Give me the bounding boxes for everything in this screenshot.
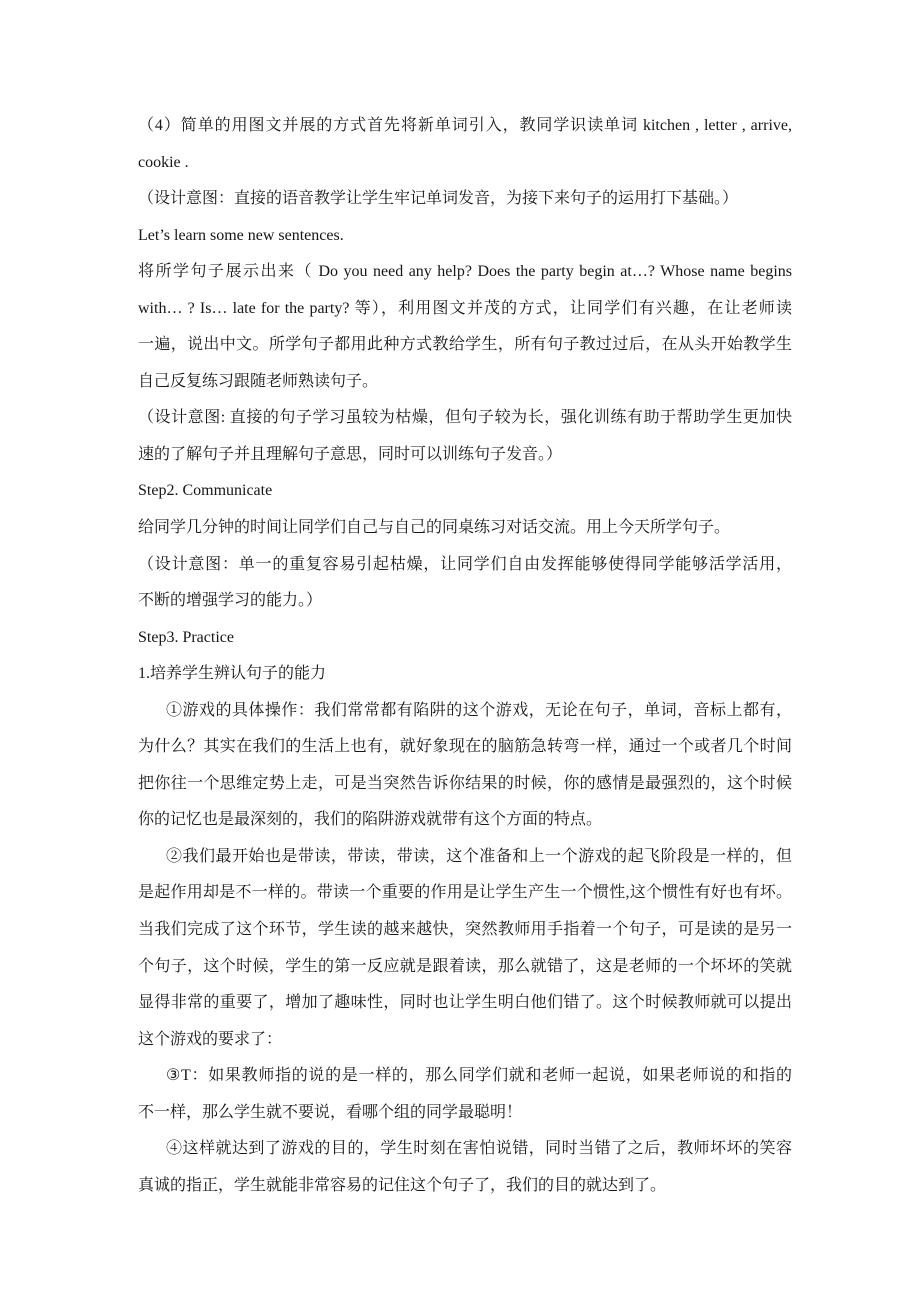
text-line: 将所学句子展示出来（ Do you need any help? Does the party begin at…? Whose name begins [138,263,792,281]
text-line: with… ? Is… late for the party? 等），利用图文并茂的方式，让同学们有兴趣，在让老师读 [138,299,792,317]
text-line: 是起作用却是不一样的。带读一个重要的作用是让学生产生一个惯性,这个惯性有好也有坏。 [138,884,792,902]
text-line: （4）简单的用图文并展的方式首先将新单词引入，教同学识读单词 kitchen , letter , arrive, [138,117,792,134]
text-line: 给同学几分钟的时间让同学们自己与自己的同桌练习对话交流。用上今天所学句子。 [138,519,731,537]
document-body [138,108,792,1204]
text-line: 不一样，那么学生就不要说，看哪个组的同学最聪明！ [138,1103,523,1121]
text-line: （设计意图：直接的语音教学让学生牢记单词发音，为接下来句子的运用打下基础。） [138,190,739,208]
text-line: cookie . [138,153,189,171]
text-line: ④这样就达到了游戏的目的，学生时刻在害怕说错，同时当错了之后，教师坏坏的笑容 [166,1140,792,1158]
text-line: 为什么？其实在我们的生活上也有，就好象现在的脑筋急转弯一样，通过一个或者几个时间 [138,738,792,756]
text-line: ②我们最开始也是带读，带读，带读，这个准备和上一个游戏的起飞阶段是一样的，但 [166,847,792,865]
text-line: 自己反复练习跟随老师熟读句子。 [138,372,379,390]
text-line: 把你往一个思维定势上走，可是当突然告诉你结果的时候，你的感情是最强烈的，这个时候 [138,774,792,792]
text-line: （设计意图：单一的重复容易引起枯燥，让同学们自由发挥能够使得同学能够活学活用， [138,555,792,573]
text-line: 1.培养学生辨认句子的能力 [138,665,327,683]
text-line: ①游戏的具体操作：我们常常都有陷阱的这个游戏，无论在句子，单词，音标上都有， [166,701,792,719]
text-line: 这个游戏的要求了： [138,1030,283,1048]
text-line: Step2. Communicate [138,482,273,500]
text-line: （设计意图: 直接的句子学习虽较为枯燥，但句子较为长，强化训练有助于帮助学生更加快 [138,409,792,427]
text-line: Let’s learn some new sentences. [138,226,344,244]
text-line: Step3. Practice [138,628,234,646]
text-line: 显得非常的重要了，增加了趣味性，同时也让学生明白他们错了。这个时候教师就可以提出 [138,994,792,1012]
text-line: 不断的增强学习的能力。） [138,592,323,610]
text-line: 当我们完成了这个环节，学生读的越来越快，突然教师用手指着一个句子，可是读的是另一 [138,921,792,939]
text-line: 个句子，这个时候，学生的第一反应就是跟着读，那么就错了，这是老师的一个坏坏的笑就 [138,957,792,975]
text-line: 真诚的指正，学生就能非常容易的记住这个句子了，我们的目的就达到了。 [138,1176,667,1194]
text-line: 一遍，说出中文。所学句子都用此种方式教给学生，所有句子教过过后，在从头开始教学生 [138,336,792,354]
text-line: 速的了解句子并且理解句子意思，同时可以训练句子发音。） [138,445,563,463]
text-line: ③T：如果教师指的说的是一样的，那么同学们就和老师一起说，如果老师说的和指的 [166,1067,792,1085]
text-line: 你的记忆也是最深刻的，我们的陷阱游戏就带有这个方面的特点。 [138,811,603,829]
